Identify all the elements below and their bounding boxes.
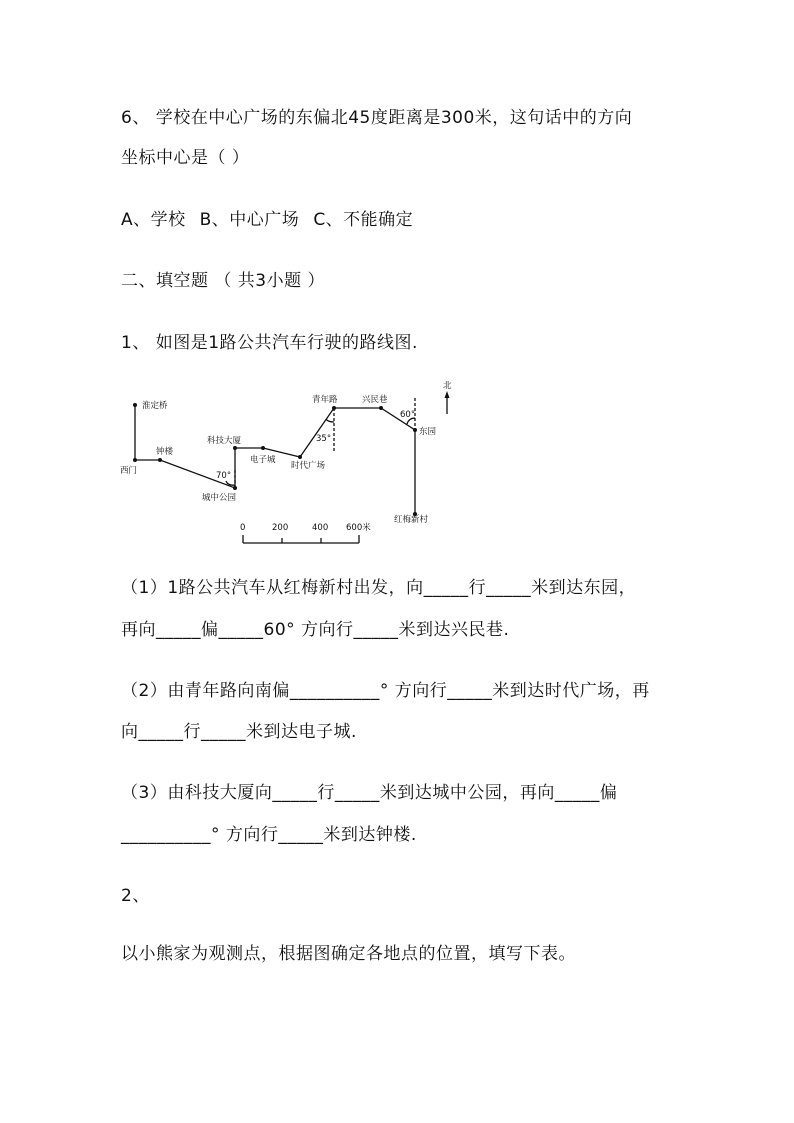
stop-dot — [413, 428, 417, 432]
option-c: C、不能确定 — [313, 210, 414, 230]
option-b: B、中心广场 — [199, 210, 300, 230]
stop-dot — [298, 455, 302, 459]
fill2-number: 2、 — [121, 886, 150, 906]
angle-60-label: 60° — [400, 410, 416, 420]
label-hongmei: 红梅新村 — [394, 515, 429, 525]
stop-dot — [261, 446, 265, 450]
stop-dot — [158, 458, 162, 462]
stop-dot — [233, 446, 237, 450]
label-qingnian: 青年路 — [312, 395, 338, 405]
fill1-q3-line2: __________° 方向行_____米到达钟楼. — [121, 825, 417, 845]
angle-arc-35 — [326, 419, 334, 422]
option-a: A、学校 — [121, 210, 186, 230]
fill1-q1-line1: （1）1路公共汽车从红梅新村出发，向_____行_____米到达东园， — [121, 578, 637, 598]
label-keji: 科技大厦 — [207, 436, 242, 446]
fill1-intro: 1、 如图是1路公共汽车行驶的路线图. — [121, 333, 418, 353]
fill1-q2-line1: （2）由青年路向南偏__________° 方向行_____米到达时代广场，再 — [121, 681, 650, 701]
north-arrow-icon — [445, 391, 450, 398]
q6-options — [121, 208, 427, 232]
label-xingmin: 兴民巷 — [362, 395, 388, 405]
label-dongyuan: 东园 — [419, 427, 437, 437]
scale-0: 0 — [240, 523, 246, 533]
fill2-text: 以小熊家为观测点，根据图确定各地点的位置，填写下表。 — [121, 944, 576, 964]
scale-200: 200 — [272, 523, 289, 533]
label-ximen: 西门 — [120, 466, 138, 476]
section-title: 二、填空题 （ 共3小题 ） — [121, 271, 326, 291]
scale-600: 600米 — [346, 523, 371, 533]
label-north: 北 — [443, 381, 452, 391]
fill1-q3-line1: （3）由科技大厦向_____行_____米到达城中公园，再向_____偏 — [121, 783, 618, 803]
stop-dot — [379, 406, 383, 410]
bus-route-map — [110, 378, 470, 548]
label-chengzhong: 城中公园 — [202, 493, 237, 503]
fill1-q1-line2: 再向_____偏_____60° 方向行_____米到达兴民巷. — [121, 620, 510, 640]
angle-70-label: 70° — [216, 471, 232, 481]
angle-35-label: 35° — [316, 434, 332, 444]
q6-line2: 坐标中心是（ ） — [121, 148, 250, 168]
scale-400: 400 — [312, 523, 329, 533]
stop-dot — [133, 403, 137, 407]
stop-dot — [133, 458, 137, 462]
label-dianzi: 电子城 — [250, 455, 276, 465]
label-shidai: 时代广场 — [291, 461, 326, 471]
stop-dot — [332, 406, 336, 410]
fill1-q2-line2: 向_____行_____米到达电子城. — [121, 722, 357, 742]
label-zhonglou: 钟楼 — [156, 447, 174, 457]
q6-line1: 6、 学校在中心广场的东偏北45度距离是300米，这句话中的方向 — [121, 108, 633, 128]
stop-dot — [233, 486, 237, 490]
label-huaiding: 淮定桥 — [142, 401, 168, 411]
